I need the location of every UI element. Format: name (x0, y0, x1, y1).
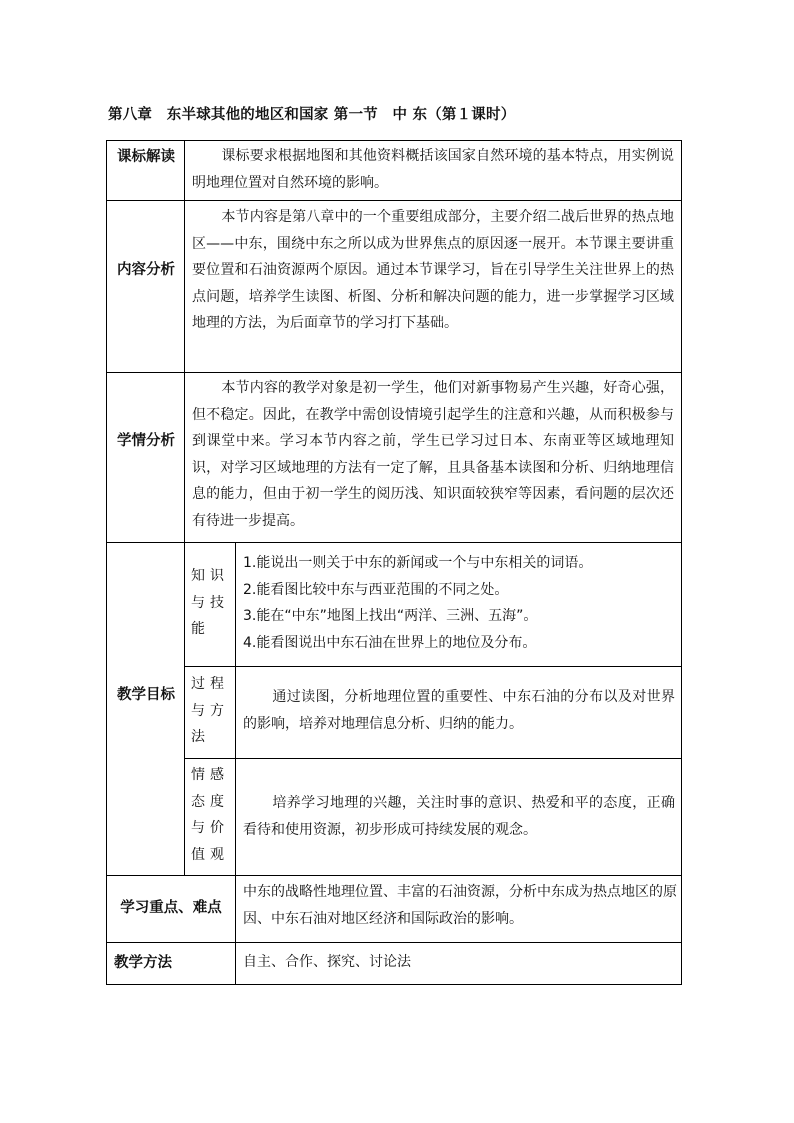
list-item: 2.能看图比较中东与西亚范围的不同之处。 (243, 581, 509, 598)
student-analysis-text: 本节内容的教学对象是初一学生，他们对新事物易产生兴趣，好奇心强，但不稳定。因此，在教学中需创设情境引起学生的注意和兴趣，从而积极参与到课堂中来。学习本节内容之前，学生已学习过日本、东南亚等区域地理知识，对学习区域地理的方法有一定了解，且具备基本读图和分析、归纳地理信息的能力，但由于初一学生的阅历浅、知识面较狭窄等因素，看问题的层次还有待进一步提高。 (192, 380, 674, 529)
method-text: 自主、合作、探究、讨论法 (243, 954, 411, 970)
row-divider (106, 942, 682, 943)
content-analysis-header: 内容分析 (117, 262, 175, 278)
content-analysis-text: 本节内容是第八章中的一个重要组成部分，主要介绍二战后世界的热点地区——中东，围绕中东之所以成为世界焦点的原因逐一展开。本节课主要讲重要位置和石油资源两个原因。通过本节课学习，旨在引导学生关注世界上的热点问题，培养学生读图、析图、分析和解决问题的能力，进一步掌握学习区域地理的方法，为后面章节的学习打下基础。 (192, 209, 674, 331)
row-divider (106, 875, 682, 876)
knowledge-skills-list (243, 550, 679, 656)
objectives-header: 教学目标 (117, 687, 175, 703)
table-border-right (681, 140, 682, 985)
row-divider (184, 666, 682, 667)
student-analysis-header: 学情分析 (117, 433, 175, 449)
lesson-plan-table (106, 140, 682, 985)
table-border-left (106, 140, 107, 985)
row-divider (106, 200, 682, 201)
row-divider (184, 758, 682, 759)
keypoints-text: 中东的战略性地理位置、丰富的石油资源，分析中东成为热点地区的原因、中东石油对地区经济和国际政治的影响。 (243, 884, 677, 927)
emotion-values-text: 培养学习地理的兴趣，关注时事的意识、热爱和平的态度，正确看待和使用资源，初步形成可持续发展的观念。 (243, 795, 675, 838)
keypoints-header: 学习重点、难点 (120, 900, 222, 916)
list-item: 4.能看图说出中东石油在世界上的地位及分布。 (243, 634, 537, 651)
process-method-text: 通过读图，分析地理位置的重要性、中东石油的分布以及对世界的影响，培养对地理信息分析、归纳的能力。 (243, 689, 675, 732)
curriculum-header: 课标解读 (117, 149, 175, 165)
column-divider (235, 875, 236, 985)
row-divider (106, 542, 682, 543)
row-divider (106, 372, 682, 373)
list-item: 3.能在“中东”地图上找出“两洋、三洲、五海”。 (243, 608, 538, 624)
table-border-top (106, 140, 682, 141)
column-divider (235, 542, 236, 875)
emotion-values-label: 情感态度与价值观 (191, 767, 229, 863)
list-item: 1.能说出一则关于中东的新闻或一个与中东相关的词语。 (243, 555, 593, 571)
knowledge-skills-label: 知识与技能 (191, 568, 229, 637)
page-title: 第八章 东半球其他的地区和国家 第一节 中 东（第１课时） (108, 107, 516, 123)
process-method-label: 过程与方法 (191, 676, 229, 745)
table-border-bottom (106, 984, 682, 985)
curriculum-text: 课标要求根据地图和其他资料概括该国家自然环境的基本特点，用实例说明地理位置对自然环境的影响。 (192, 148, 674, 191)
column-divider (184, 140, 185, 875)
method-header: 教学方法 (114, 955, 172, 971)
